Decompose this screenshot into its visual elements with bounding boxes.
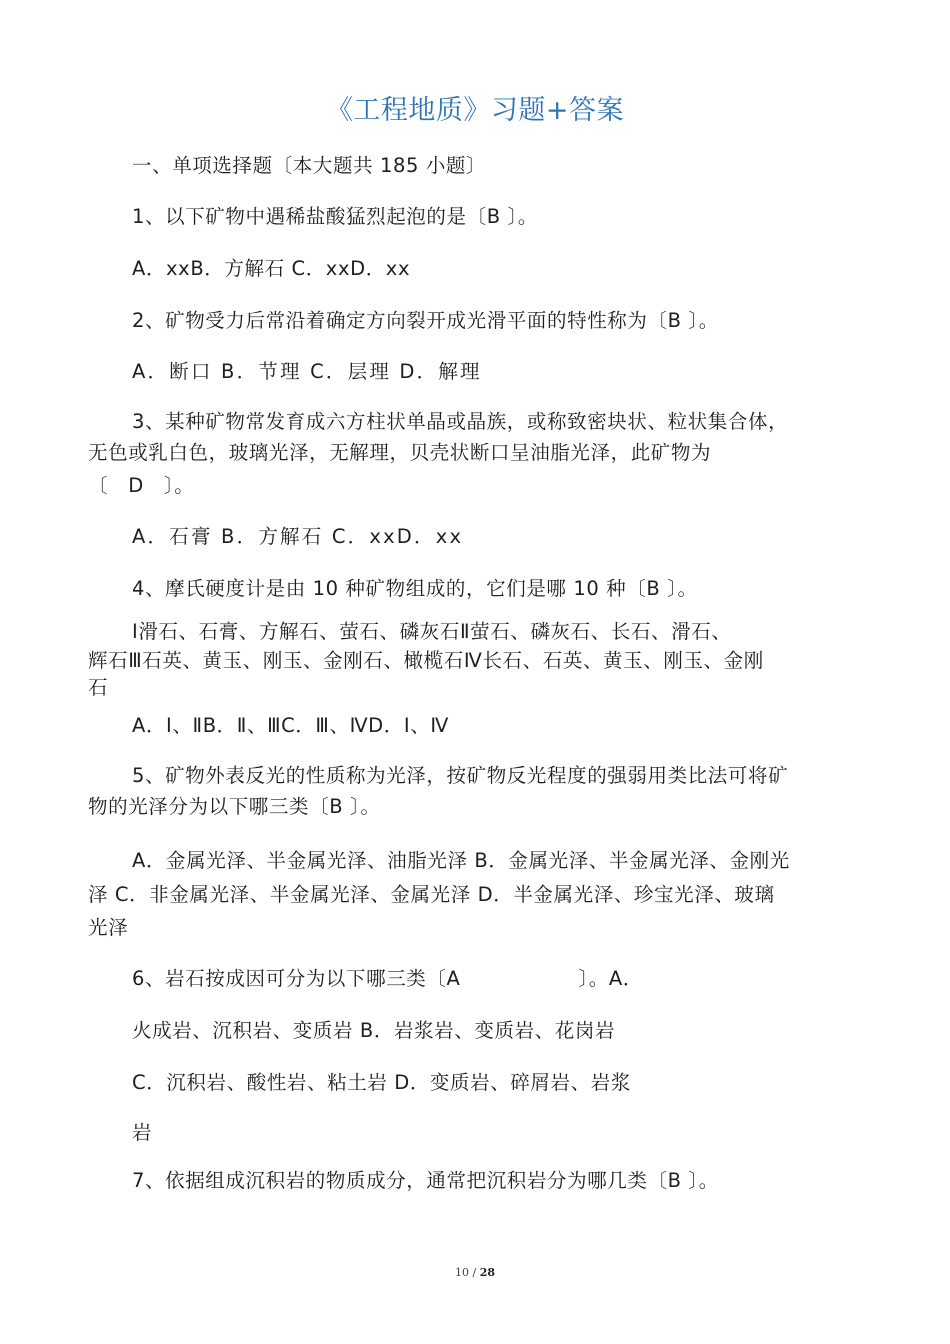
question-6-options-line-3: 岩	[132, 1121, 153, 1144]
question-5-line-2: 物的光泽分为以下哪三类〔B 〕。	[88, 795, 381, 818]
question-4-options: A．Ⅰ、ⅡB．Ⅱ、ⅢC．Ⅲ、ⅣD．Ⅰ、Ⅳ	[132, 714, 449, 737]
question-6-options-line-2: C．沉积岩、酸性岩、粘土岩 D．变质岩、碎屑岩、岩浆	[132, 1071, 631, 1094]
question-6-text: 6、岩石按成因可分为以下哪三类〔A	[132, 967, 461, 990]
question-5-options-line-2: 泽 C．非金属光泽、半金属光泽、金属光泽 D．半金属光泽、珍宝光泽、玻璃	[88, 883, 775, 906]
question-4-line-1: Ⅰ滑石、石膏、方解石、萤石、磷灰石Ⅱ萤石、磷灰石、长石、滑石、	[132, 620, 732, 643]
document-title: 《工程地质》习题+答案	[325, 95, 625, 126]
page-number	[0, 1266, 950, 1279]
total-pages: 28	[479, 1266, 496, 1279]
question-4: 4、摩氏硬度计是由 10 种矿物组成的，它们是哪 10 种〔B 〕。	[132, 577, 698, 600]
question-6-tail: 〕。A．	[578, 967, 643, 990]
question-3-line-2: 无色或乳白色，玻璃光泽，无解理，贝壳状断口呈油脂光泽，此矿物为	[88, 441, 712, 464]
question-5-options-line-1: A．金属光泽、半金属光泽、油脂光泽 B．金属光泽、半金属光泽、金刚光	[132, 849, 790, 872]
question-7: 7、依据组成沉积岩的物质成分，通常把沉积岩分为哪几类〔B 〕。	[132, 1169, 719, 1192]
question-2-options: A．断口 B．节理 C．层理 D．解理	[132, 360, 482, 383]
question-5-options-line-3: 光泽	[88, 916, 129, 939]
question-4-line-2: 辉石Ⅲ石英、黄玉、刚玉、金刚石、橄榄石Ⅳ长石、石英、黄玉、刚玉、金刚	[88, 649, 764, 672]
question-1-options: A．xxB．方解石 C．xxD．xx	[132, 257, 411, 280]
page-separator: /	[472, 1266, 477, 1279]
question-3-options: A．石膏 B．方解石 C．xxD．xx	[132, 525, 464, 548]
section-heading: 一、单项选择题〔本大题共 185 小题〕	[132, 154, 487, 177]
current-page: 10	[454, 1266, 469, 1279]
question-3-line-1: 3、某种矿物常发育成六方柱状单晶或晶族，或称致密块状、粒状集合体，	[132, 410, 789, 433]
question-4-line-3: 石	[88, 676, 109, 699]
question-1: 1、以下矿物中遇稀盐酸猛烈起泡的是〔B 〕。	[132, 205, 538, 228]
question-6	[132, 963, 643, 994]
question-3-line-3: 〔 D 〕。	[88, 474, 195, 497]
question-6-options-line-1: 火成岩、沉积岩、变质岩 B．岩浆岩、变质岩、花岗岩	[132, 1019, 616, 1042]
question-2: 2、矿物受力后常沿着确定方向裂开成光滑平面的特性称为〔B 〕。	[132, 309, 719, 332]
question-5-line-1: 5、矿物外表反光的性质称为光泽，按矿物反光程度的强弱用类比法可将矿	[132, 764, 789, 787]
